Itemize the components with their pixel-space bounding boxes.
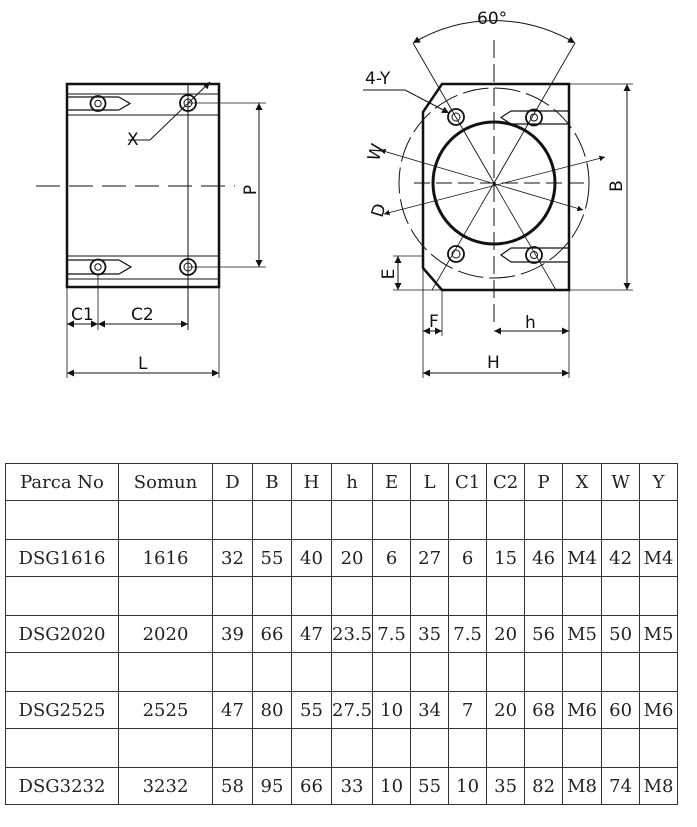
empty-cell [449, 653, 487, 692]
table-cell: M5 [563, 616, 602, 653]
column-header: C1 [449, 464, 487, 501]
label-e: E [379, 268, 399, 280]
table-cell: 6 [449, 540, 487, 577]
table-cell: 33 [332, 768, 373, 805]
empty-cell [6, 501, 119, 540]
empty-cell [602, 729, 640, 768]
empty-cell [119, 653, 213, 692]
empty-cell [292, 577, 332, 616]
table-cell: 34 [411, 692, 449, 729]
table-row [6, 768, 678, 805]
threaded-hole-bottom-left [67, 260, 131, 275]
table-cell: DSG2525 [6, 692, 119, 729]
empty-cell [525, 653, 563, 692]
column-header: Y [640, 464, 678, 501]
table-cell: 35 [487, 768, 525, 805]
label-x: X [127, 130, 139, 150]
empty-cell [119, 729, 213, 768]
empty-cell [487, 501, 525, 540]
table-spacer-row [6, 653, 678, 692]
table-cell: 27 [411, 540, 449, 577]
empty-cell [449, 501, 487, 540]
empty-cell [373, 577, 411, 616]
table-cell: 10 [449, 768, 487, 805]
table-cell: 2020 [119, 616, 213, 653]
empty-cell [332, 729, 373, 768]
empty-cell [563, 577, 602, 616]
empty-cell [411, 577, 449, 616]
column-header: L [411, 464, 449, 501]
empty-cell [411, 729, 449, 768]
column-header: Parca No [6, 464, 119, 501]
front-view-labels [364, 9, 627, 373]
table-cell: 55 [411, 768, 449, 805]
empty-cell [332, 501, 373, 540]
empty-cell [525, 577, 563, 616]
side-view [36, 82, 266, 378]
empty-cell [6, 653, 119, 692]
table-cell: 20 [487, 692, 525, 729]
empty-cell [253, 577, 292, 616]
empty-cell [602, 577, 640, 616]
table-cell: 32 [213, 540, 253, 577]
table-cell: 50 [602, 616, 640, 653]
table-cell: M6 [640, 692, 678, 729]
label-l: L [138, 354, 148, 374]
label-angle: 60° [477, 9, 508, 29]
column-header: D [213, 464, 253, 501]
table-cell: 15 [487, 540, 525, 577]
table-row [6, 692, 678, 729]
table-cell: 20 [487, 616, 525, 653]
empty-cell [525, 501, 563, 540]
table-cell: 3232 [119, 768, 213, 805]
empty-cell [213, 729, 253, 768]
label-h: H [487, 353, 500, 373]
table-row [6, 540, 678, 577]
table-cell: 23.5 [332, 616, 373, 653]
column-header: C2 [487, 464, 525, 501]
column-header: E [373, 464, 411, 501]
empty-cell [640, 653, 678, 692]
table-cell: M8 [640, 768, 678, 805]
empty-cell [373, 653, 411, 692]
table-cell: 60 [602, 692, 640, 729]
label-f: F [429, 312, 439, 332]
empty-cell [6, 577, 119, 616]
table-cell: 6 [373, 540, 411, 577]
empty-cell [411, 653, 449, 692]
column-header: P [525, 464, 563, 501]
table-cell: M4 [640, 540, 678, 577]
label-b: B [607, 180, 627, 192]
empty-cell [640, 729, 678, 768]
empty-cell [602, 653, 640, 692]
empty-cell [373, 729, 411, 768]
table-cell: 42 [602, 540, 640, 577]
table-cell: 35 [411, 616, 449, 653]
empty-cell [292, 501, 332, 540]
column-header: B [253, 464, 292, 501]
label-c2: C2 [131, 305, 154, 325]
empty-cell [602, 501, 640, 540]
table-cell: DSG1616 [6, 540, 119, 577]
empty-cell [213, 501, 253, 540]
table-cell: 56 [525, 616, 563, 653]
empty-cell [332, 577, 373, 616]
side-view-labels [71, 130, 261, 374]
label-h-small: h [525, 313, 536, 333]
empty-cell [640, 577, 678, 616]
table-cell: 66 [292, 768, 332, 805]
threaded-hole-bottom-right [501, 247, 569, 263]
empty-cell [449, 577, 487, 616]
empty-cell [119, 577, 213, 616]
empty-cell [487, 577, 525, 616]
empty-cell [6, 729, 119, 768]
table-row [6, 616, 678, 653]
table-cell: DSG3232 [6, 768, 119, 805]
table-cell: 66 [253, 616, 292, 653]
table-cell: 68 [525, 692, 563, 729]
table-cell: 95 [253, 768, 292, 805]
table-cell: 47 [213, 692, 253, 729]
empty-cell [213, 653, 253, 692]
empty-cell [373, 501, 411, 540]
table-spacer-row [6, 501, 678, 540]
table-cell: 10 [373, 692, 411, 729]
table-cell: M8 [563, 768, 602, 805]
label-w: W [364, 141, 389, 164]
table-cell: DSG2020 [6, 616, 119, 653]
table-cell: 47 [292, 616, 332, 653]
empty-cell [640, 501, 678, 540]
table-cell: 82 [525, 768, 563, 805]
table-cell: 7.5 [449, 616, 487, 653]
table-spacer-row [6, 729, 678, 768]
empty-cell [449, 729, 487, 768]
empty-cell [253, 729, 292, 768]
empty-cell [213, 577, 253, 616]
label-d: D [367, 201, 391, 220]
empty-cell [563, 501, 602, 540]
label-p: P [241, 184, 261, 196]
table-spacer-row [6, 577, 678, 616]
empty-cell [563, 653, 602, 692]
table-cell: 46 [525, 540, 563, 577]
table-cell: 1616 [119, 540, 213, 577]
table-cell: 58 [213, 768, 253, 805]
column-header: W [602, 464, 640, 501]
empty-cell [292, 653, 332, 692]
table-cell: 55 [292, 692, 332, 729]
table-cell: 7 [449, 692, 487, 729]
table-cell: 55 [253, 540, 292, 577]
column-header: X [563, 464, 602, 501]
table-cell: M5 [640, 616, 678, 653]
empty-cell [332, 653, 373, 692]
empty-cell [487, 653, 525, 692]
column-header: H [292, 464, 332, 501]
table-cell: M4 [563, 540, 602, 577]
spec-table [5, 463, 678, 805]
table-cell: 39 [213, 616, 253, 653]
column-header: Somun [119, 464, 213, 501]
table-cell: 7.5 [373, 616, 411, 653]
column-header: h [332, 464, 373, 501]
table-cell: 74 [602, 768, 640, 805]
label-holes: 4-Y [365, 69, 391, 89]
empty-cell [525, 729, 563, 768]
empty-cell [292, 729, 332, 768]
front-view [363, 21, 633, 378]
table-cell: 10 [373, 768, 411, 805]
empty-cell [563, 729, 602, 768]
table-cell: 27.5 [332, 692, 373, 729]
empty-cell [119, 501, 213, 540]
empty-cell [487, 729, 525, 768]
empty-cell [253, 501, 292, 540]
threaded-hole-top-left [67, 96, 130, 111]
table-cell: 20 [332, 540, 373, 577]
table-header-row [6, 464, 678, 501]
table-cell: 2525 [119, 692, 213, 729]
empty-cell [253, 653, 292, 692]
table-cell: M6 [563, 692, 602, 729]
table-cell: 80 [253, 692, 292, 729]
table-cell: 40 [292, 540, 332, 577]
label-c1: C1 [71, 305, 94, 325]
empty-cell [411, 501, 449, 540]
